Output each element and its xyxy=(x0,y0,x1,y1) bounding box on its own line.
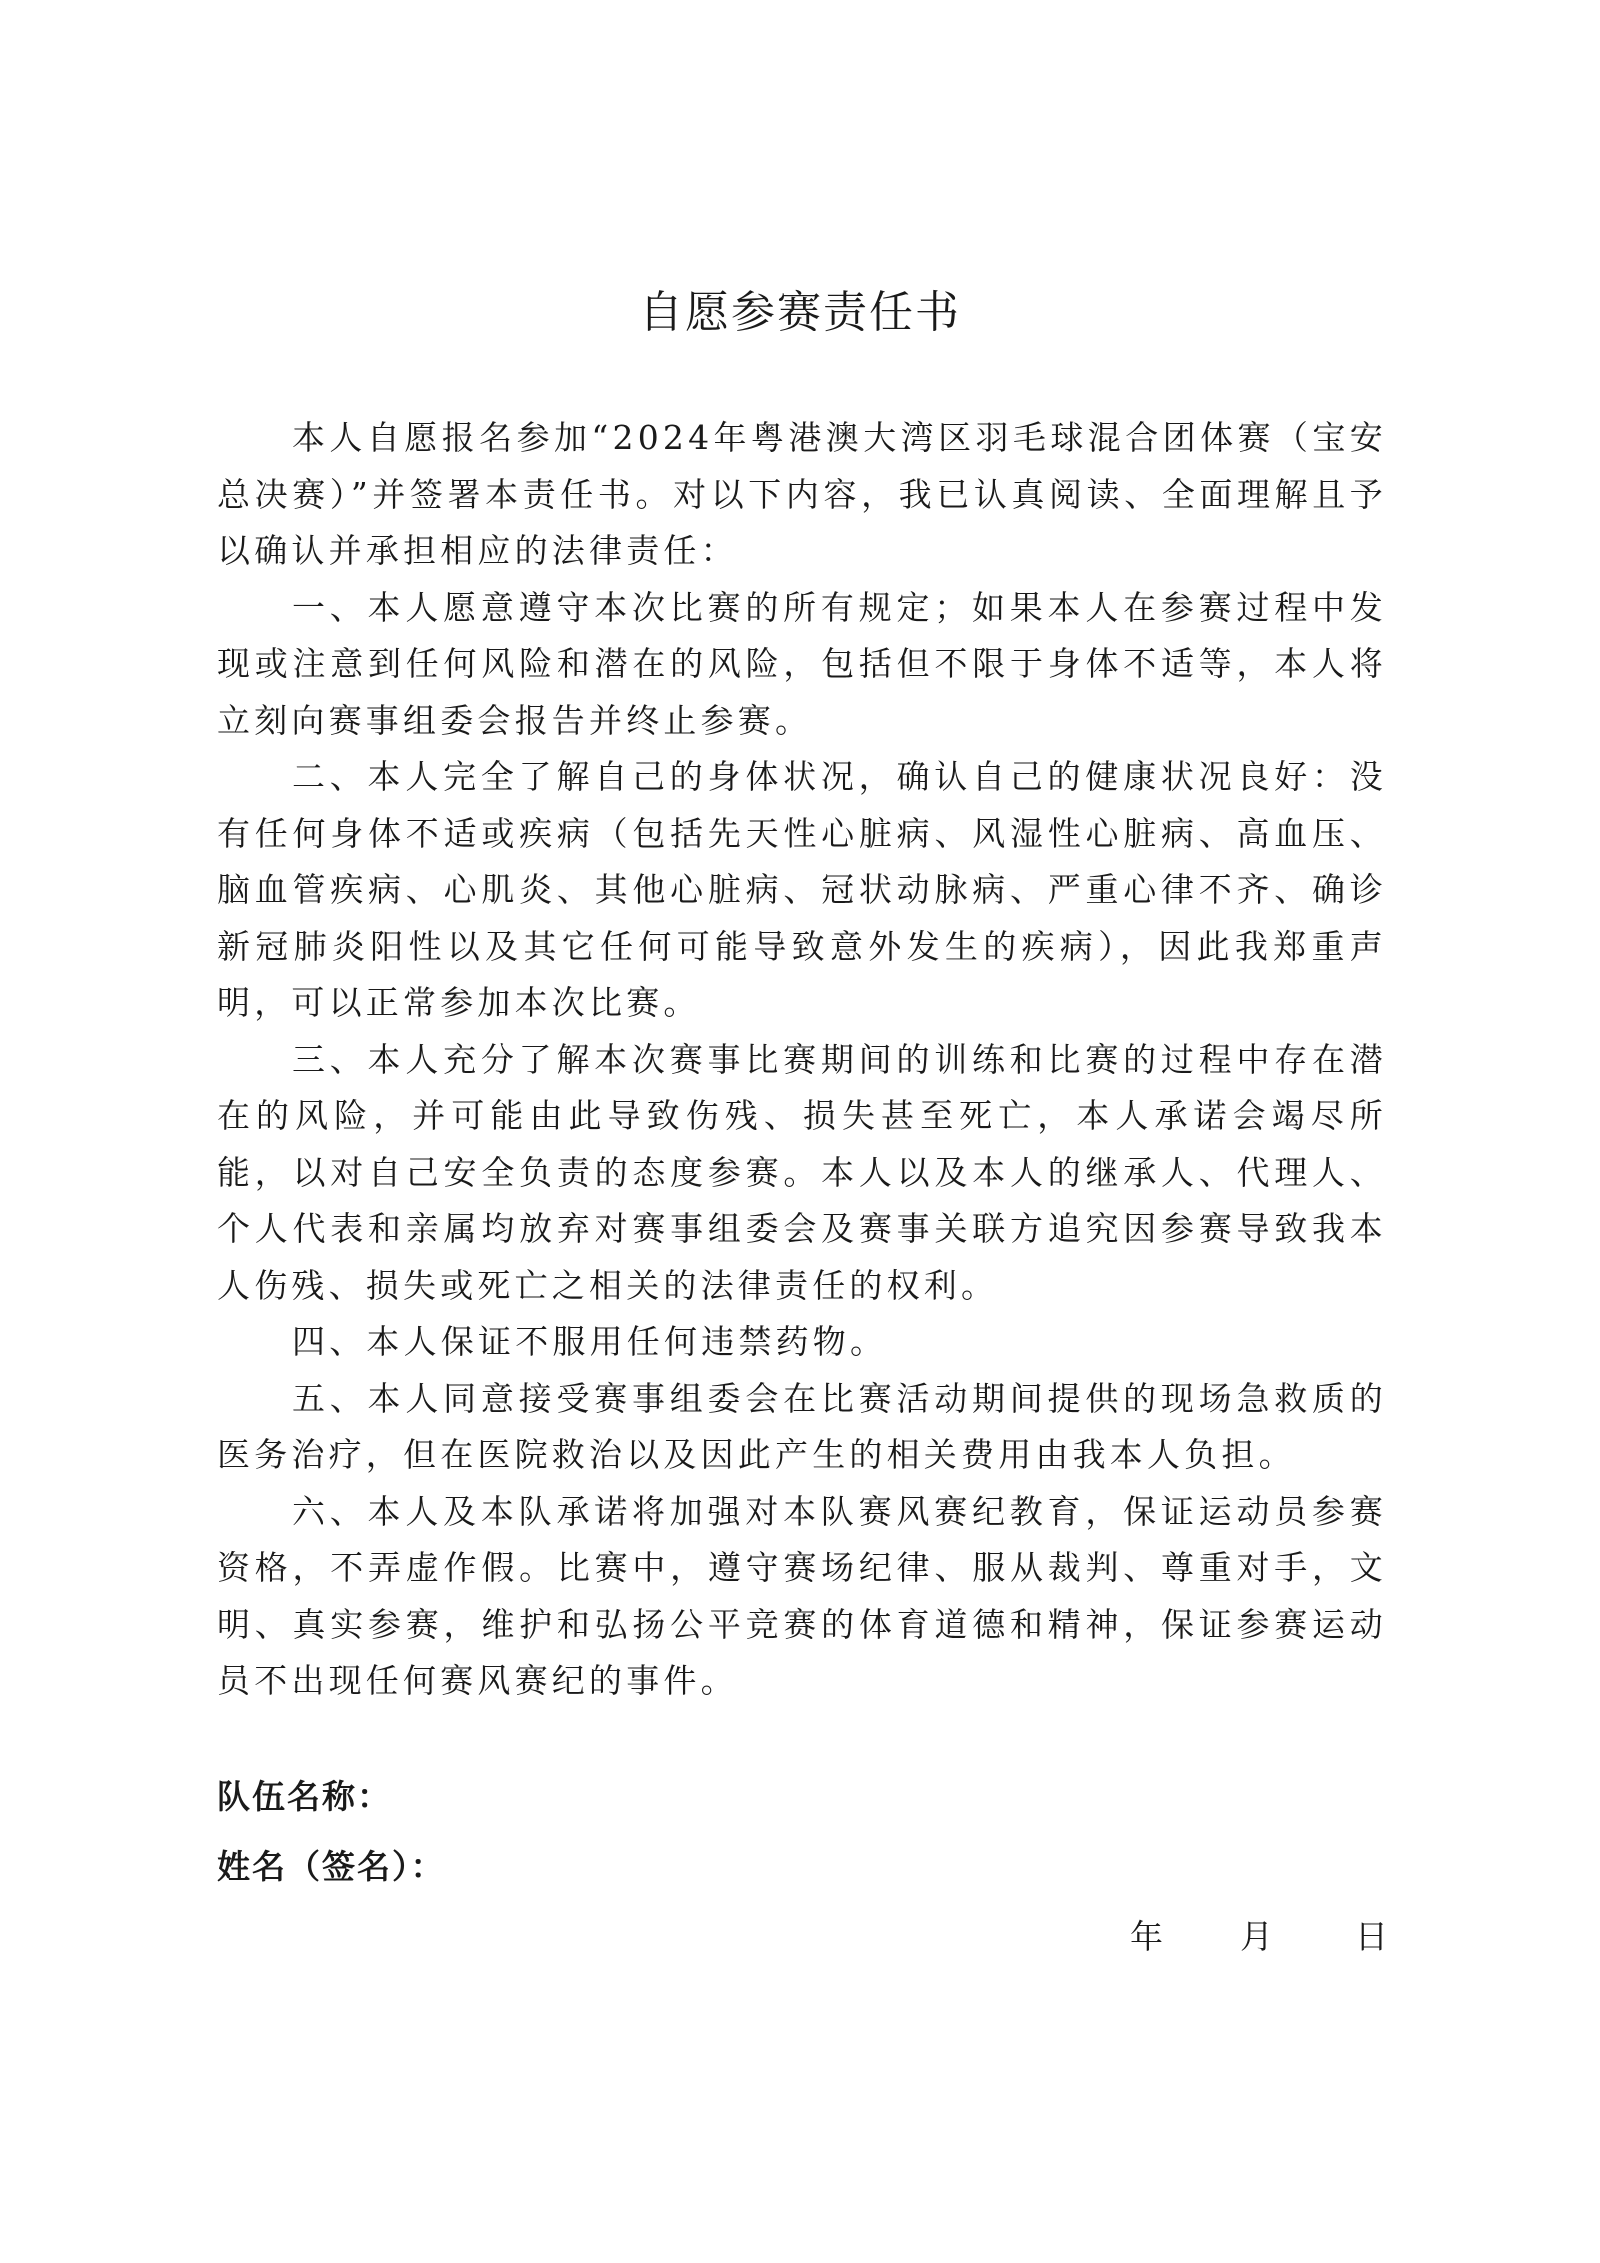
intro-paragraph: 本人自愿报名参加“2024年粤港澳大湾区羽毛球混合团体赛（宝安总决赛）”并签署本责任书。对以下内容，我已认真阅读、全面理解且予以确认并承担相应的法律责任： xyxy=(217,418,1387,570)
clause-2: 二、本人完全了解自己的身体状况，确认自己的健康状况良好：没有任何身体不适或疾病（包括先天性心脏病、风湿性心脏病、高血压、脑血管疾病、心肌炎、其他心脏病、冠状动脉病、严重心律不齐、确诊新冠肺炎阳性以及其它任何可能导致意外发生的疾病），因此我郑重声明，可以正常参加本次比赛。 xyxy=(217,757,1387,1022)
date-year-label: 年 xyxy=(1130,1917,1163,1956)
clause-4: 四、本人保证不服用任何违禁药物。 xyxy=(292,1322,888,1361)
document-title: 自愿参赛责任书 xyxy=(639,287,961,338)
date-month-label: 月 xyxy=(1240,1917,1273,1956)
signature-label: 姓名（签名）： xyxy=(217,1847,446,1886)
clause-6: 六、本人及本队承诺将加强对本队赛风赛纪教育，保证运动员参赛资格，不弄虚作假。比赛中，遵守赛场纪律、服从裁判、尊重对手，文明、真实参赛，维护和弘扬公平竞赛的体育道德和精神，保证参赛运动员不出现任何赛风赛纪的事件。 xyxy=(217,1491,1387,1700)
team-name-label: 队伍名称： xyxy=(217,1777,392,1816)
document-body xyxy=(217,410,1387,1710)
date-day-label: 日 xyxy=(1355,1917,1388,1956)
clause-3: 三、本人充分了解本次赛事比赛期间的训练和比赛的过程中存在潜在的风险，并可能由此导致伤残、损失甚至死亡，本人承诺会竭尽所能，以对自己安全负责的态度参赛。本人以及本人的继承人、代理人、个人代表和亲属均放弃对赛事组委会及赛事关联方追究因参赛导致我本人伤残、损失或死亡之相关的法律责任的权利。 xyxy=(217,1039,1387,1305)
clause-1: 一、本人愿意遵守本次比赛的所有规定；如果本人在参赛过程中发现或注意到任何风险和潜在的风险，包括但不限于身体不适等，本人将立刻向赛事组委会报告并终止参赛。 xyxy=(217,587,1387,740)
date-line xyxy=(1100,1912,1400,1962)
clause-5: 五、本人同意接受赛事组委会在比赛活动期间提供的现场急救质的医务治疗，但在医院救治以及因此产生的相关费用由我本人负担。 xyxy=(217,1378,1387,1474)
